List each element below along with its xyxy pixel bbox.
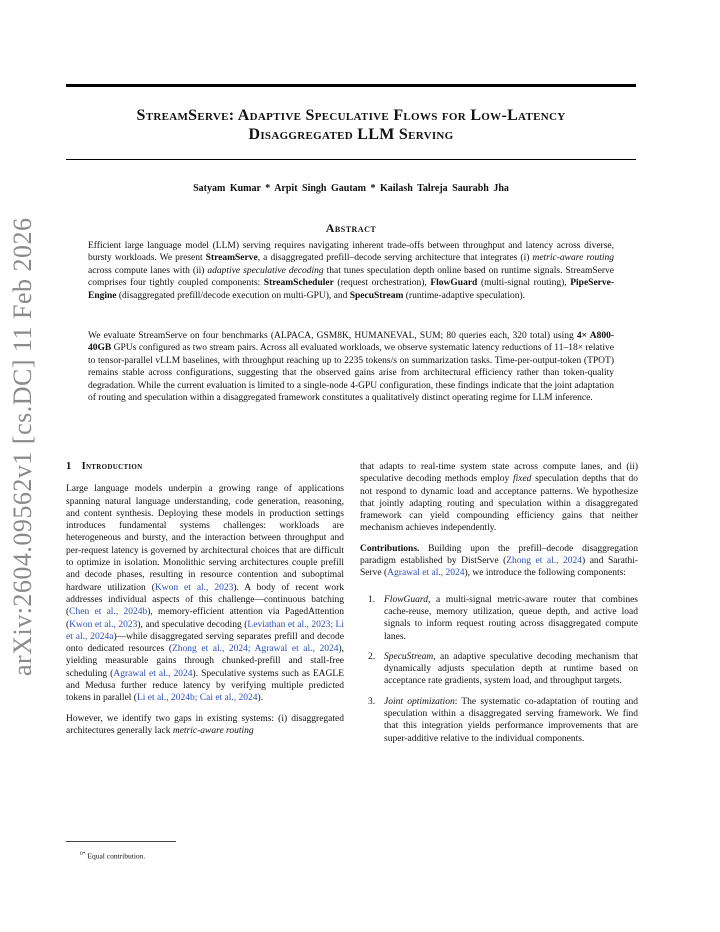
left-column: [66, 461, 344, 745]
arxiv-identifier-stamp: arXiv:2604.09562v1 [cs.DC] 11 Feb 2026: [8, 217, 37, 676]
section-title: Introduction: [81, 461, 143, 472]
footnote-mark: 0*: [80, 851, 86, 857]
contributions-paragraph: Contributions. Building upon the prefill–decode disaggregation paradigm established by DistServe (Zhong et al., 2024) and Sarathi-Serve (Agrawal et al., 2024), we introduce the following components:: [360, 543, 639, 579]
footnote-rule: [66, 841, 176, 842]
abstract-paragraph-2: We evaluate StreamServe on four benchmarks (ALPACA, GSM8K, HUMANEVAL, SUM; 80 queries each, 320 total) using 4× A800-40GB GPUs configured as two stream pairs. Across all evaluated workloads, we observe systematic latency reductions of 11–18× relative to tensor-parallel vLLM baselines, with throughput reaching up to 2235 tokens/s on summarization tasks. Time-per-output-token (TPOT) remains stable across configurations, suggesting that the observed gains arise from architectural efficiency rather than token-quality degradation. While the current evaluation is limited to a single-node 4-GPU configuration, these findings indicate that the joint adaptation of routing and speculation within a disaggregated framework constitutes a qualitatively distinct operating regime for LLM inference.: [88, 331, 614, 404]
right-column: [360, 461, 638, 753]
paper-title-line-2: Disaggregated LLM Serving: [248, 126, 454, 143]
abstract-heading: Abstract: [325, 221, 377, 235]
title-top-rule: [66, 84, 636, 87]
intro-paragraph-3: that adapts to real-time system state across compute lanes, and (ii) speculative decoding methods employ fixed speculation depths that do not respond to dynamic load and acceptance patterns. We hypothesize that jointly adapting routing and speculation within a disaggregated framework can yield compounding efficiency gains that neither mechanism achieves independently.: [360, 462, 638, 534]
footnote: [80, 851, 145, 861]
abstract-paragraph-1: Efficient large language model (LLM) serving requires navigating inherent trade-offs between throughput and latency across diverse, bursty workloads. We present StreamServe, a disaggregated prefill–decode serving architecture that integrates (i) metric-aware routing across compute lanes with (ii) adaptive speculative decoding that tunes speculation depth online based on runtime signals. StreamServe comprises four tightly coupled components: StreamScheduler (request orchestration), FlowGuard (multi-signal routing), PipeServe-Engine (disaggregated prefill/decode execution on multi-GPU), and SpecuStream (runtime-adaptive speculation).: [88, 241, 615, 301]
title-bottom-rule: [66, 159, 636, 160]
contribution-item: 2. SpecuStream, an adaptive speculative decoding mechanism that dynamically adjusts speculation depth at runtime based on acceptance rate gradients, system load, and throughput targets.: [368, 651, 638, 687]
author-list: Satyam Kumar * Arpit Singh Gautam * Kailash Talreja Saurabh Jha: [193, 183, 509, 194]
paper-title-line-1: StreamServe: Adaptive Speculative Flows for Low-Latency: [136, 107, 566, 124]
contribution-item: 3. Joint optimization: The systematic co-adaptation of routing and speculation within a disaggregated serving framework. We find that this integration yields performance improvements that are super-additive relative to the individual components.: [368, 696, 639, 744]
contributions-list: [360, 594, 638, 745]
section-heading-introduction: [66, 461, 344, 473]
section-number: 1: [66, 461, 72, 472]
intro-paragraph-1: Large language models underpin a growing range of applications spanning natural language understanding, code generation, reasoning, and content synthesis. Deploying these models in production settings introduces fundamental systems challenges: workloads are heterogeneous and bursty, and the interaction between throughput and per-request latency is governed by architectural choices that are difficult to optimize in isolation. Monolithic serving architectures couple prefill and decode phases, resulting in resource contention and suboptimal hardware utilization (Kwon et al., 2023). A body of recent work addresses individual aspects of this challenge—continuous batching (Chen et al., 2024b), memory-efficient attention via PagedAttention (Kwon et al., 2023), and speculative decoding (Leviathan et al., 2023; Li et al., 2024a)—while disaggregated serving separates prefill and decode onto dedicated resources (Zhong et al., 2024; Agrawal et al., 2024), yielding measurable gains through chunked-prefill and stall-free scheduling (Agrawal et al., 2024). Speculative systems such as EAGLE and Medusa further reduce latency by verifying multiple predicted tokens in parallel (Li et al., 2024b; Cai et al., 2024).: [66, 484, 344, 704]
intro-paragraph-2: However, we identify two gaps in existing systems: (i) disaggregated architectures generally lack metric-aware routing: [66, 713, 344, 736]
footnote-text: Equal contribution.: [87, 851, 146, 861]
contribution-item: 1. FlowGuard, a multi-signal metric-aware router that combines cache-reuse, memory utilization, queue depth, and active load signals to inform request routing across disaggregated compute lanes.: [368, 594, 638, 642]
